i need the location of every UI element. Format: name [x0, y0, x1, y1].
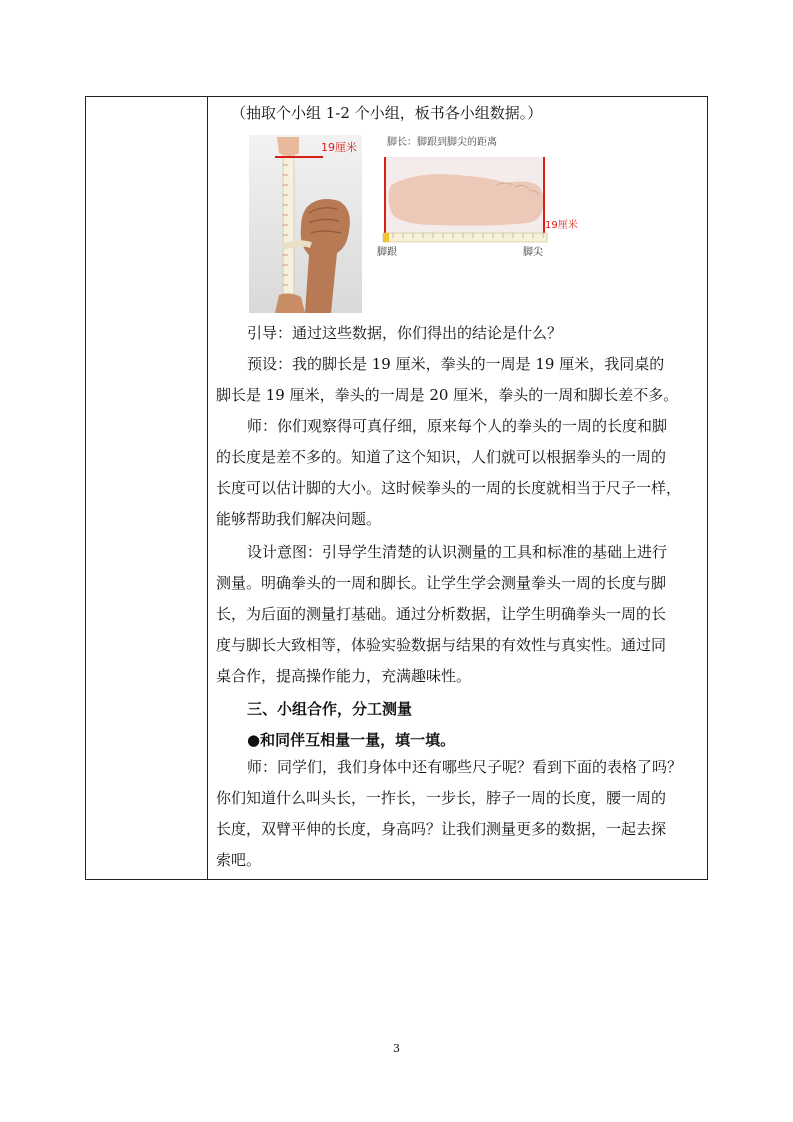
text-line: 预设：我的脚长是 19 厘米，拳头的一周是 19 厘米，我同桌的 — [247, 355, 665, 373]
text-line: 索吧。 — [216, 851, 262, 869]
text-line: 你们知道什么叫头长，一拃长，一步长，脖子一周的长度，腰一周的 — [216, 789, 667, 807]
foot-length-figure — [377, 135, 583, 265]
text-line: 长度可以估计脚的大小。这时候拳头的一周的长度就相当于尺子一样， — [216, 479, 682, 497]
text-line: 脚长是 19 厘米，拳头的一周是 20 厘米，拳头的一周和脚长差不多。 — [216, 386, 679, 404]
section-heading: 三、小组合作，分工测量 — [247, 700, 413, 718]
page-number: 3 — [393, 1042, 400, 1055]
content-cell — [216, 97, 699, 879]
text-line: 测量。明确拳头的一周和脚长。让学生学会测量拳头一周的长度与脚 — [216, 574, 667, 592]
activity-heading: ●和同伴互相量一量，填一填。 — [247, 731, 456, 749]
lesson-table — [85, 96, 708, 880]
foot-figure-title: 脚长：脚跟到脚尖的距离 — [387, 137, 497, 148]
heel-label: 脚跟 — [377, 247, 397, 258]
column-divider — [207, 97, 208, 879]
text-line: 师：同学们，我们身体中还有哪些尺子呢？看到下面的表格了吗？ — [247, 758, 683, 776]
foot-length-label: 19厘米 — [545, 220, 578, 231]
text-line: 设计意图：引导学生清楚的认识测量的工具和标准的基础上进行 — [247, 543, 668, 561]
text-line: 长度，双臂平伸的长度，身高吗？让我们测量更多的数据，一起去探 — [216, 820, 667, 838]
fist-measure-photo — [249, 135, 362, 313]
fist-length-label: 19厘米 — [321, 141, 357, 154]
text-line: 师：你们观察得可真仔细，原来每个人的拳头的一周的长度和脚 — [247, 417, 668, 435]
text-line: 度与脚长大致相等，体验实验数据与结果的有效性与真实性。通过同 — [216, 636, 667, 654]
text-line: 引导：通过这些数据，你们得出的结论是什么？ — [247, 324, 563, 342]
text-line: 长，为后面的测量打基础。通过分析数据，让学生明确拳头一周的长 — [216, 605, 667, 623]
text-line: 能够帮助我们解决问题。 — [216, 510, 382, 528]
toe-label: 脚尖 — [523, 247, 543, 258]
text-line: 桌合作，提高操作能力，充满趣味性。 — [216, 667, 472, 685]
text-line: 的长度是差不多的。知道了这个知识，人们就可以根据拳头的一周的 — [216, 448, 667, 466]
text-line: （抽取个小组 1-2 个小组，板书各小组数据。） — [231, 104, 543, 122]
